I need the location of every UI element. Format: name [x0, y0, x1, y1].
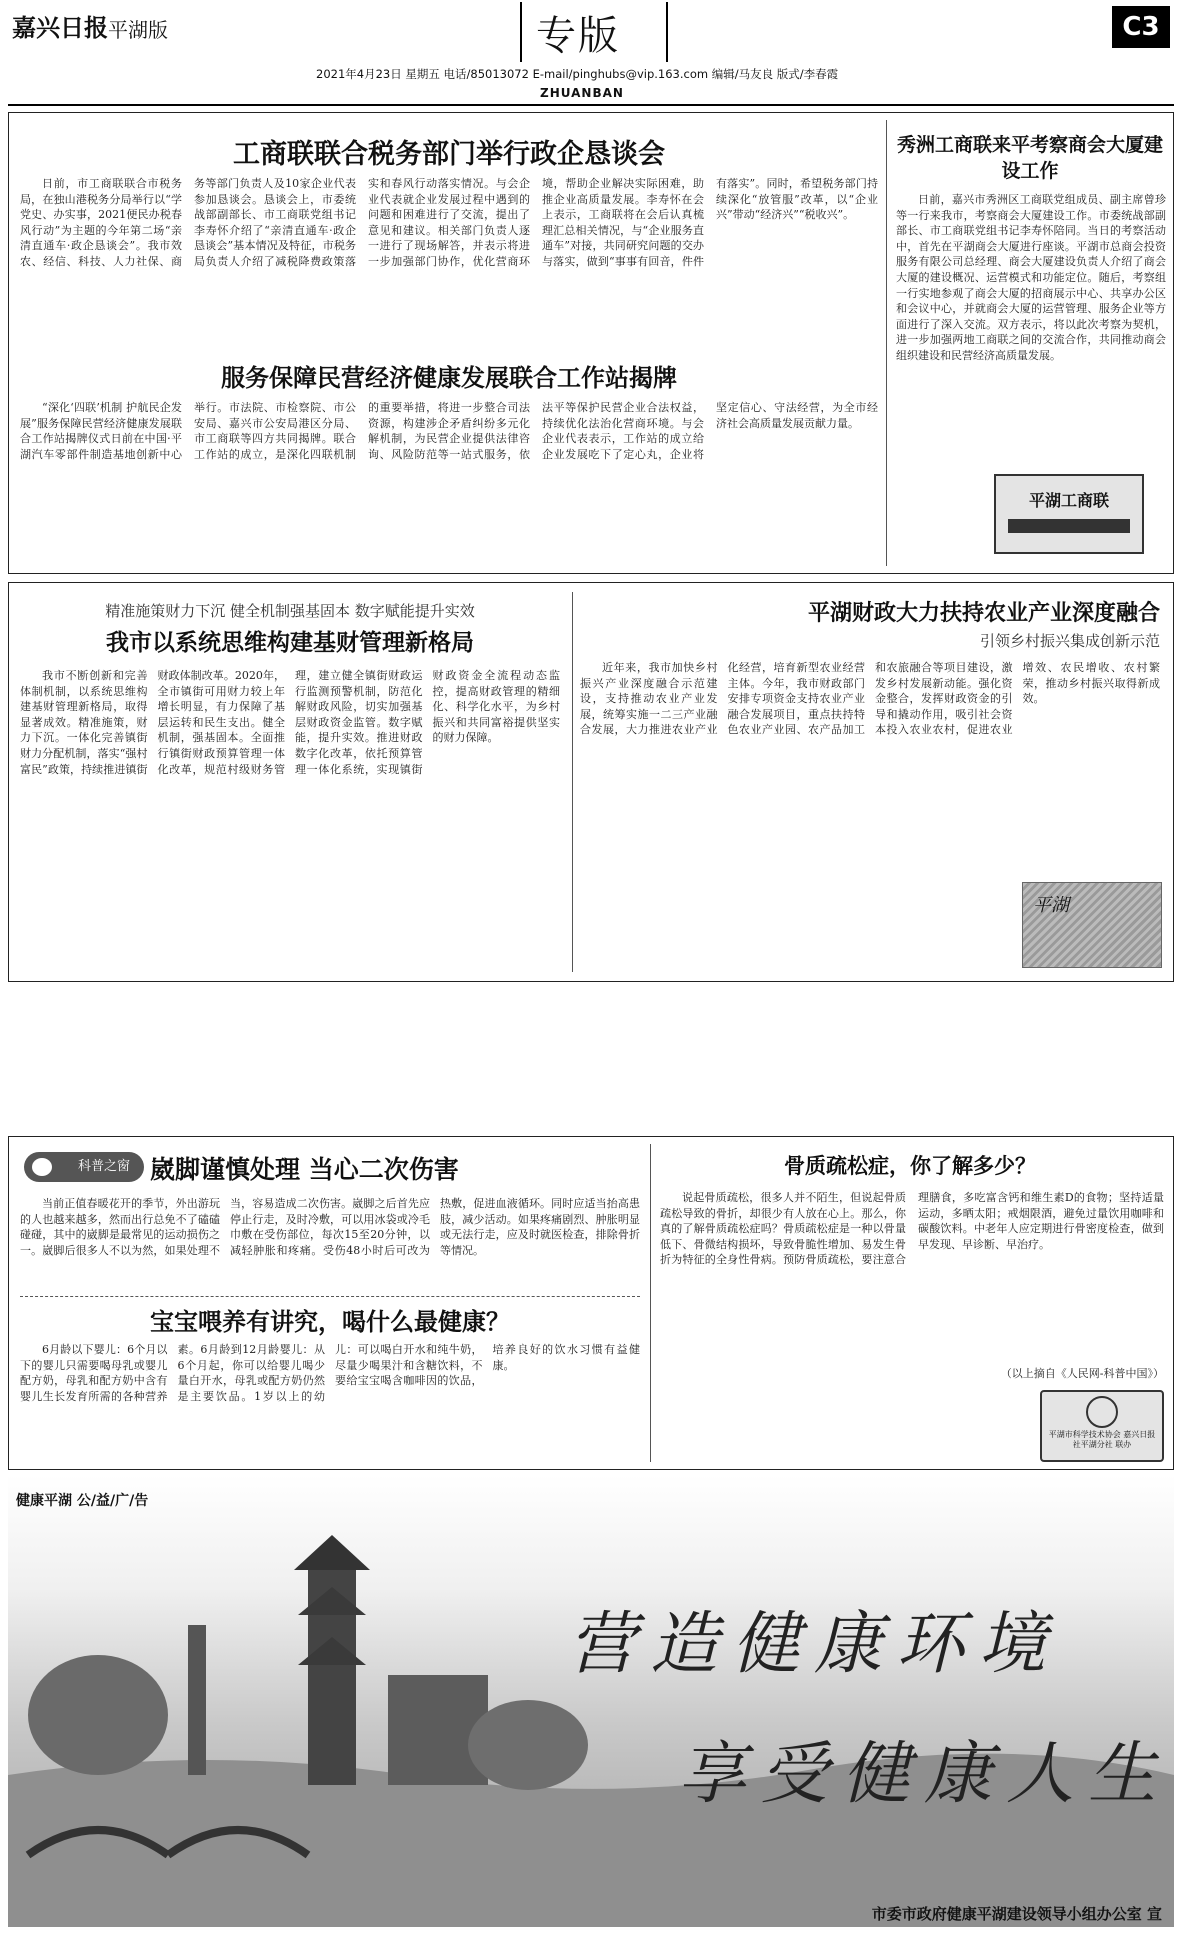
science-source: （以上摘自《人民网-科普中国》）	[1000, 1367, 1164, 1380]
column-divider	[572, 592, 573, 972]
article1-body: 日前，市工商联联合市税务局，在独山港税务分局举行以“学党史、办实事，2021便民办税春风行动”为主题的今年第二场“亲清直通车·政企恳谈会”。我市效农、经信、科技、人力社保、商务等部门负责人及10家企业代表参加恳谈会。恳谈会上，市委统战部副部长、市工商联党组书记李寿怀介绍了“亲清直通车·政企恳谈会”基本情况及特征，市税务局负责人介绍了减税降费政策落实和春风行动落实情况。与会企业代表就企业发展过程中遇到的问题和困难进行了交流，提出了意见和建议。相关部门负责人逐一进行了现场解答，并表示将进一步加强部门协作，优化营商环境，帮助企业解决实际困难，助推企业高质量发展。李寿怀在会上表示，工商联将在会后认真梳理汇总相关情况，与“企业服务直通车”对接，共同研究问题的交办与落实，做到“事事有回音，件件有落实”。同时，希望税务部门持续深化“放管服”改革，以“企业兴”带动“经济兴”“税收兴”。	[20, 177, 878, 268]
section-title: 专版	[536, 13, 620, 59]
ad-footer: 市委市政府健康平湖建设领导小组办公室 宣	[871, 1905, 1162, 1923]
farm-photo: 平湖	[1022, 882, 1162, 968]
science-body3: 说起骨质疏松，很多人并不陌生，但说起骨质疏松导致的骨折，却很少有人放在心上。那么，你真的了解骨质疏松症吗？骨质疏松症是一种以骨量低下、骨微结构损坏，导致骨脆性增加、易发生骨折为特征的全身性骨病。预防骨质疏松，要注意合理膳食，多吃富含钙和维生素D的食物；坚持适量运动，多晒太阳；戒烟限酒，避免过量饮用咖啡和碳酸饮料。中老年人应定期进行骨密度检查，做到早发现、早诊断、早治疗。	[660, 1191, 1164, 1267]
column-divider	[886, 120, 887, 566]
article1-headline: 工商联联合税务部门举行政企恳谈会	[233, 139, 665, 170]
section-pinyin: ZHUANBAN	[540, 86, 624, 100]
article3-headline: 服务保障民营经济健康发展联合工作站揭牌	[221, 363, 677, 392]
seal-icon	[1086, 1396, 1118, 1428]
article4-body: 我市不断创新和完善体制机制，以系统思维构建基财管理新格局，取得显著成效。精准施策，财力下沉。一体化完善镇街财力分配机制，落实“强村富民”政策，持续推进镇街财政体制改革。2020年，全市镇街可用财力较上年增长明显，有力保障了基层运转和民生支出。健全机制，强基固本。全面推行镇街财政预算管理一体化改革，规范村级财务管理，建立健全镇街财政运行监测预警机制，防范化解财政风险，切实加强基层财政资金监管。数字赋能，提升实效。推进财政数字化改革，依托预算管理一体化系统，实现镇街财政资金全流程动态监控，提高财政管理的精细化、科学化水平，为乡村振兴和共同富裕提供坚实的财力保障。	[20, 669, 560, 776]
article4-kicker: 精准施策财力下沉 健全机制强基固本 数字赋能提升实效	[105, 602, 475, 620]
science-seal: 平湖市科学技术协会 嘉兴日报社平湖分社 联办	[1040, 1390, 1164, 1462]
article5-body: 近年来，我市加快乡村振兴产业深度融合示范建设，支持推动农业产业发展，统筹实施一二三产业融合发展，大力推进农业产业化经营，培育新型农业经营主体。今年，我市财政部门安排专项资金支持农业产业融合发展项目，重点扶持特色农业产业园、农产品加工和农旅融合等项目建设，激发乡村发展新动能。强化资金整合，发挥财政资金的引导和撬动作用，吸引社会资本投入农业农村，促进农业增效、农民增收、农村繁荣，推动乡村振兴取得新成效。	[580, 661, 1160, 737]
science-logo-icon	[32, 1158, 52, 1176]
article3-body: “深化‘四联’机制 护航民企发展”服务保障民营经济健康发展联合工作站揭牌仪式日前在中国·平湖汽车零部件制造基地创新中心举行。市法院、市检察院、市公安局、嘉兴市公安局港区分局、市工商联等四方共同揭牌。联合工作站的成立，是深化四联机制的重要举措，将进一步整合司法资源，构建涉企矛盾纠纷多元化解机制，为民营企业提供法律咨询、风险防范等一站式服务，依法平等保护民营企业合法权益，持续优化法治化营商环境。与会企业代表表示，工作站的成立给企业发展吃下了定心丸，企业将坚定信心、守法经营，为全市经济社会高质量发展贡献力量。	[20, 401, 878, 461]
page-number-badge: C3	[1112, 6, 1170, 48]
masthead-rule	[8, 104, 1174, 106]
article5-headline: 平湖财政大力扶持农业产业深度融合	[807, 600, 1160, 626]
edition-label: 平湖版	[108, 18, 168, 42]
ad-slogan-1: 营造健康环境	[568, 1605, 1061, 1684]
science-body2: 6月龄以下婴儿：6个月以下的婴儿只需要喝母乳或婴儿配方奶，母乳和配方奶中含有婴儿生长发育所需的各种营养素。6月龄到12月龄婴儿：从6个月起，你可以给婴儿喝少量白开水，母乳或配方奶仍然是主要饮品。1岁以上的幼儿：可以喝白开水和纯牛奶，尽量少喝果汁和含糖饮料，不要给宝宝喝含咖啡因的饮品，培养良好的饮水习惯有益健康。	[20, 1343, 640, 1403]
article2-headline: 秀洲工商联来平考察商会大厦建设工作	[896, 134, 1163, 182]
ad-corner-label: 健康平湖 公/益/广/告	[16, 1493, 149, 1509]
science-headline1: 崴脚谨慎处理 当心二次伤害	[150, 1155, 459, 1184]
article5-subhead: 引领乡村振兴集成创新示范	[979, 632, 1160, 650]
chamber-logo: 平湖工商联	[994, 474, 1144, 554]
science-window-logo: 科普之窗	[24, 1152, 144, 1182]
dateline: 2021年4月23日 星期五 电话/85013072 E-mail/pinghubs@vip.163.com 编辑/马友良 版式/李春霞	[316, 67, 839, 81]
ad-slogan-2: 享受健康人生	[678, 1735, 1171, 1814]
ad-landscape	[8, 1475, 1174, 1927]
masthead-logo: 嘉兴日报	[12, 13, 108, 42]
science-headline3: 骨质疏松症，你了解多少？	[784, 1153, 1036, 1178]
article2-body: 日前，嘉兴市秀洲区工商联党组成员、副主席曾珍等一行来我市，考察商会大厦建设工作。市委统战部副部长、市工商联党组书记李寿怀陪同。当日的考察活动中，首先在平湖商会大厦进行座谈。平湖市总商会投资服务有限公司总经理、商会大厦建设负责人介绍了商会大厦的建设概况、运营模式和功能定位。随后，考察组一行实地参观了商会大厦的招商展示中心、共享办公区和会议中心，并就商会大厦的运营管理、服务企业等方面进行了深入交流。双方表示，将以此次考察为契机，进一步加强两地工商联之间的交流合作，共同推动商会组织建设和民营经济高质量发展。	[896, 193, 1166, 362]
science-body1: 当前正值春暖花开的季节，外出游玩的人也越来越多，然而出行总免不了磕磕碰碰，其中的崴脚是最常见的运动损伤之一。崴脚后很多人不以为然，如果处理不当，容易造成二次伤害。崴脚之后首先应停止行走，及时冷敷，可以用冰袋或冷毛巾敷在受伤部位，每次15至20分钟，以减轻肿胀和疼痛。受伤48小时后可改为热敷，促进血液循环。同时应适当抬高患肢，减少活动。如果疼痛剧烈、肿胀明显或无法行走，应及时就医检查，排除骨折等情况。	[20, 1197, 640, 1257]
public-service-ad	[8, 1475, 1174, 1927]
article4-headline: 我市以系统思维构建基财管理新格局	[106, 629, 474, 656]
science-headline2: 宝宝喂养有讲究，喝什么最健康？	[150, 1307, 510, 1336]
divider	[20, 1296, 640, 1297]
column-divider	[650, 1144, 651, 1462]
